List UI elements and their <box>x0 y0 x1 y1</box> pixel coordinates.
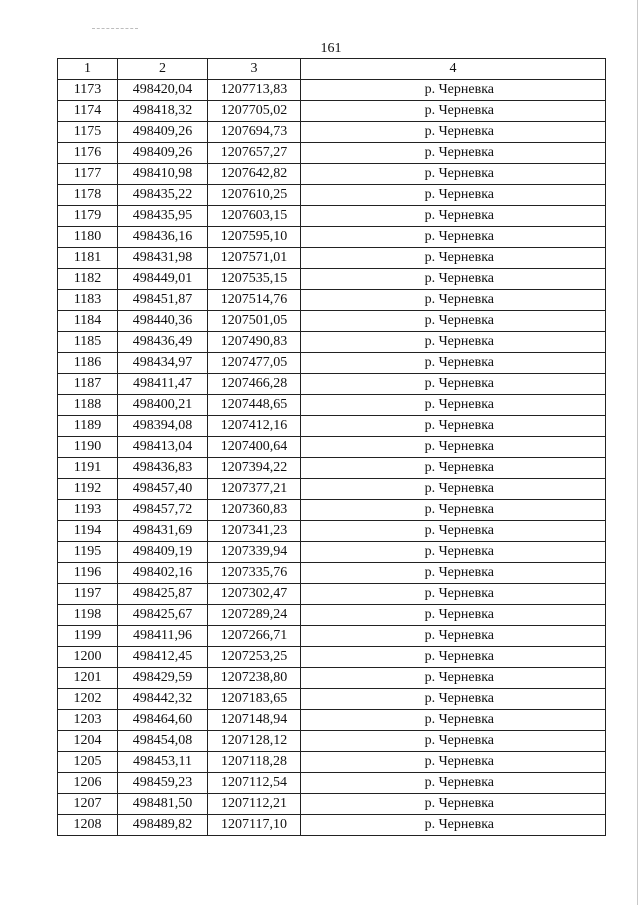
point-number-cell: 1180 <box>58 227 118 248</box>
table-row <box>58 206 606 227</box>
table-header-row <box>58 59 606 80</box>
x-coordinate-cell: 498442,32 <box>118 689 208 710</box>
point-number-cell: 1207 <box>58 794 118 815</box>
x-coordinate-cell: 498425,67 <box>118 605 208 626</box>
y-coordinate-cell: 1207377,21 <box>208 479 301 500</box>
table-row <box>58 668 606 689</box>
description-cell: р. Черневка <box>301 122 606 143</box>
point-number-cell: 1206 <box>58 773 118 794</box>
x-coordinate-cell: 498435,95 <box>118 206 208 227</box>
point-number-cell: 1181 <box>58 248 118 269</box>
description-cell: р. Черневка <box>301 374 606 395</box>
x-coordinate-cell: 498431,98 <box>118 248 208 269</box>
x-coordinate-cell: 498409,26 <box>118 143 208 164</box>
table-row <box>58 584 606 605</box>
point-number-cell: 1204 <box>58 731 118 752</box>
scan-edge-line <box>637 0 638 905</box>
table-row <box>58 80 606 101</box>
y-coordinate-cell: 1207490,83 <box>208 332 301 353</box>
table-row <box>58 542 606 563</box>
x-coordinate-cell: 498411,96 <box>118 626 208 647</box>
y-coordinate-cell: 1207514,76 <box>208 290 301 311</box>
description-cell: р. Черневка <box>301 437 606 458</box>
description-cell: р. Черневка <box>301 164 606 185</box>
y-coordinate-cell: 1207571,01 <box>208 248 301 269</box>
table-row <box>58 101 606 122</box>
point-number-cell: 1185 <box>58 332 118 353</box>
description-cell: р. Черневка <box>301 353 606 374</box>
y-coordinate-cell: 1207112,21 <box>208 794 301 815</box>
description-cell: р. Черневка <box>301 479 606 500</box>
table-row <box>58 752 606 773</box>
coordinates-table <box>57 58 606 836</box>
point-number-cell: 1175 <box>58 122 118 143</box>
y-coordinate-cell: 1207501,05 <box>208 311 301 332</box>
point-number-cell: 1189 <box>58 416 118 437</box>
y-coordinate-cell: 1207610,25 <box>208 185 301 206</box>
x-coordinate-cell: 498431,69 <box>118 521 208 542</box>
table-row <box>58 521 606 542</box>
table-row <box>58 479 606 500</box>
point-number-cell: 1193 <box>58 500 118 521</box>
x-coordinate-cell: 498425,87 <box>118 584 208 605</box>
y-coordinate-cell: 1207657,27 <box>208 143 301 164</box>
description-cell: р. Черневка <box>301 500 606 521</box>
point-number-cell: 1199 <box>58 626 118 647</box>
y-coordinate-cell: 1207289,24 <box>208 605 301 626</box>
y-coordinate-cell: 1207603,15 <box>208 206 301 227</box>
y-coordinate-cell: 1207477,05 <box>208 353 301 374</box>
point-number-cell: 1190 <box>58 437 118 458</box>
table-row <box>58 605 606 626</box>
y-coordinate-cell: 1207128,12 <box>208 731 301 752</box>
x-coordinate-cell: 498418,32 <box>118 101 208 122</box>
description-cell: р. Черневка <box>301 290 606 311</box>
y-coordinate-cell: 1207339,94 <box>208 542 301 563</box>
description-cell: р. Черневка <box>301 626 606 647</box>
y-coordinate-cell: 1207360,83 <box>208 500 301 521</box>
point-number-cell: 1187 <box>58 374 118 395</box>
table-row <box>58 143 606 164</box>
table-row <box>58 815 606 836</box>
table-row <box>58 794 606 815</box>
table-row <box>58 773 606 794</box>
point-number-cell: 1186 <box>58 353 118 374</box>
point-number-cell: 1196 <box>58 563 118 584</box>
point-number-cell: 1184 <box>58 311 118 332</box>
column-header-x: 2 <box>118 59 208 80</box>
table-row <box>58 710 606 731</box>
point-number-cell: 1173 <box>58 80 118 101</box>
description-cell: р. Черневка <box>301 563 606 584</box>
point-number-cell: 1200 <box>58 647 118 668</box>
description-cell: р. Черневка <box>301 101 606 122</box>
description-cell: р. Черневка <box>301 731 606 752</box>
description-cell: р. Черневка <box>301 227 606 248</box>
table-row <box>58 353 606 374</box>
description-cell: р. Черневка <box>301 416 606 437</box>
x-coordinate-cell: 498436,16 <box>118 227 208 248</box>
table-row <box>58 122 606 143</box>
x-coordinate-cell: 498409,26 <box>118 122 208 143</box>
description-cell: р. Черневка <box>301 584 606 605</box>
description-cell: р. Черневка <box>301 206 606 227</box>
table-row <box>58 311 606 332</box>
table-row <box>58 290 606 311</box>
y-coordinate-cell: 1207117,10 <box>208 815 301 836</box>
description-cell: р. Черневка <box>301 647 606 668</box>
point-number-cell: 1188 <box>58 395 118 416</box>
y-coordinate-cell: 1207400,64 <box>208 437 301 458</box>
point-number-cell: 1192 <box>58 479 118 500</box>
y-coordinate-cell: 1207642,82 <box>208 164 301 185</box>
y-coordinate-cell: 1207448,65 <box>208 395 301 416</box>
x-coordinate-cell: 498412,45 <box>118 647 208 668</box>
column-header-description: 4 <box>301 59 606 80</box>
description-cell: р. Черневка <box>301 311 606 332</box>
description-cell: р. Черневка <box>301 752 606 773</box>
x-coordinate-cell: 498436,83 <box>118 458 208 479</box>
x-coordinate-cell: 498435,22 <box>118 185 208 206</box>
point-number-cell: 1179 <box>58 206 118 227</box>
point-number-cell: 1198 <box>58 605 118 626</box>
x-coordinate-cell: 498409,19 <box>118 542 208 563</box>
description-cell: р. Черневка <box>301 248 606 269</box>
y-coordinate-cell: 1207705,02 <box>208 101 301 122</box>
x-coordinate-cell: 498400,21 <box>118 395 208 416</box>
table-row <box>58 332 606 353</box>
point-number-cell: 1174 <box>58 101 118 122</box>
y-coordinate-cell: 1207466,28 <box>208 374 301 395</box>
description-cell: р. Черневка <box>301 605 606 626</box>
column-header-y: 3 <box>208 59 301 80</box>
table-row <box>58 185 606 206</box>
x-coordinate-cell: 498457,72 <box>118 500 208 521</box>
description-cell: р. Черневка <box>301 668 606 689</box>
y-coordinate-cell: 1207595,10 <box>208 227 301 248</box>
point-number-cell: 1205 <box>58 752 118 773</box>
table-row <box>58 563 606 584</box>
point-number-cell: 1191 <box>58 458 118 479</box>
y-coordinate-cell: 1207238,80 <box>208 668 301 689</box>
x-coordinate-cell: 498440,36 <box>118 311 208 332</box>
description-cell: р. Черневка <box>301 143 606 164</box>
point-number-cell: 1178 <box>58 185 118 206</box>
table-row <box>58 500 606 521</box>
point-number-cell: 1201 <box>58 668 118 689</box>
table-row <box>58 269 606 290</box>
x-coordinate-cell: 498411,47 <box>118 374 208 395</box>
description-cell: р. Черневка <box>301 395 606 416</box>
description-cell: р. Черневка <box>301 542 606 563</box>
x-coordinate-cell: 498464,60 <box>118 710 208 731</box>
x-coordinate-cell: 498449,01 <box>118 269 208 290</box>
description-cell: р. Черневка <box>301 521 606 542</box>
table-row <box>58 689 606 710</box>
page-number: 161 <box>320 41 342 56</box>
y-coordinate-cell: 1207302,47 <box>208 584 301 605</box>
y-coordinate-cell: 1207394,22 <box>208 458 301 479</box>
point-number-cell: 1183 <box>58 290 118 311</box>
column-header-point: 1 <box>58 59 118 80</box>
y-coordinate-cell: 1207253,25 <box>208 647 301 668</box>
description-cell: р. Черневка <box>301 815 606 836</box>
table-row <box>58 647 606 668</box>
x-coordinate-cell: 498434,97 <box>118 353 208 374</box>
description-cell: р. Черневка <box>301 332 606 353</box>
y-coordinate-cell: 1207266,71 <box>208 626 301 647</box>
point-number-cell: 1202 <box>58 689 118 710</box>
point-number-cell: 1177 <box>58 164 118 185</box>
description-cell: р. Черневка <box>301 458 606 479</box>
x-coordinate-cell: 498457,40 <box>118 479 208 500</box>
x-coordinate-cell: 498402,16 <box>118 563 208 584</box>
description-cell: р. Черневка <box>301 80 606 101</box>
y-coordinate-cell: 1207148,94 <box>208 710 301 731</box>
description-cell: р. Черневка <box>301 269 606 290</box>
table-row <box>58 458 606 479</box>
y-coordinate-cell: 1207694,73 <box>208 122 301 143</box>
point-number-cell: 1194 <box>58 521 118 542</box>
x-coordinate-cell: 498489,82 <box>118 815 208 836</box>
y-coordinate-cell: 1207535,15 <box>208 269 301 290</box>
x-coordinate-cell: 498453,11 <box>118 752 208 773</box>
x-coordinate-cell: 498459,23 <box>118 773 208 794</box>
x-coordinate-cell: 498410,98 <box>118 164 208 185</box>
x-coordinate-cell: 498394,08 <box>118 416 208 437</box>
x-coordinate-cell: 498429,59 <box>118 668 208 689</box>
point-number-cell: 1195 <box>58 542 118 563</box>
description-cell: р. Черневка <box>301 185 606 206</box>
x-coordinate-cell: 498454,08 <box>118 731 208 752</box>
y-coordinate-cell: 1207335,76 <box>208 563 301 584</box>
description-cell: р. Черневка <box>301 794 606 815</box>
point-number-cell: 1176 <box>58 143 118 164</box>
y-coordinate-cell: 1207112,54 <box>208 773 301 794</box>
table-row <box>58 374 606 395</box>
x-coordinate-cell: 498436,49 <box>118 332 208 353</box>
x-coordinate-cell: 498481,50 <box>118 794 208 815</box>
table-row <box>58 731 606 752</box>
point-number-cell: 1182 <box>58 269 118 290</box>
point-number-cell: 1208 <box>58 815 118 836</box>
table-row <box>58 248 606 269</box>
y-coordinate-cell: 1207713,83 <box>208 80 301 101</box>
y-coordinate-cell: 1207183,65 <box>208 689 301 710</box>
point-number-cell: 1197 <box>58 584 118 605</box>
table-row <box>58 227 606 248</box>
table-row <box>58 164 606 185</box>
y-coordinate-cell: 1207412,16 <box>208 416 301 437</box>
y-coordinate-cell: 1207341,23 <box>208 521 301 542</box>
scan-mark <box>92 28 138 30</box>
table-row <box>58 416 606 437</box>
table-row <box>58 395 606 416</box>
description-cell: р. Черневка <box>301 710 606 731</box>
description-cell: р. Черневка <box>301 773 606 794</box>
table-row <box>58 437 606 458</box>
point-number-cell: 1203 <box>58 710 118 731</box>
x-coordinate-cell: 498451,87 <box>118 290 208 311</box>
x-coordinate-cell: 498413,04 <box>118 437 208 458</box>
description-cell: р. Черневка <box>301 689 606 710</box>
table-body <box>58 80 606 836</box>
x-coordinate-cell: 498420,04 <box>118 80 208 101</box>
table-row <box>58 626 606 647</box>
y-coordinate-cell: 1207118,28 <box>208 752 301 773</box>
